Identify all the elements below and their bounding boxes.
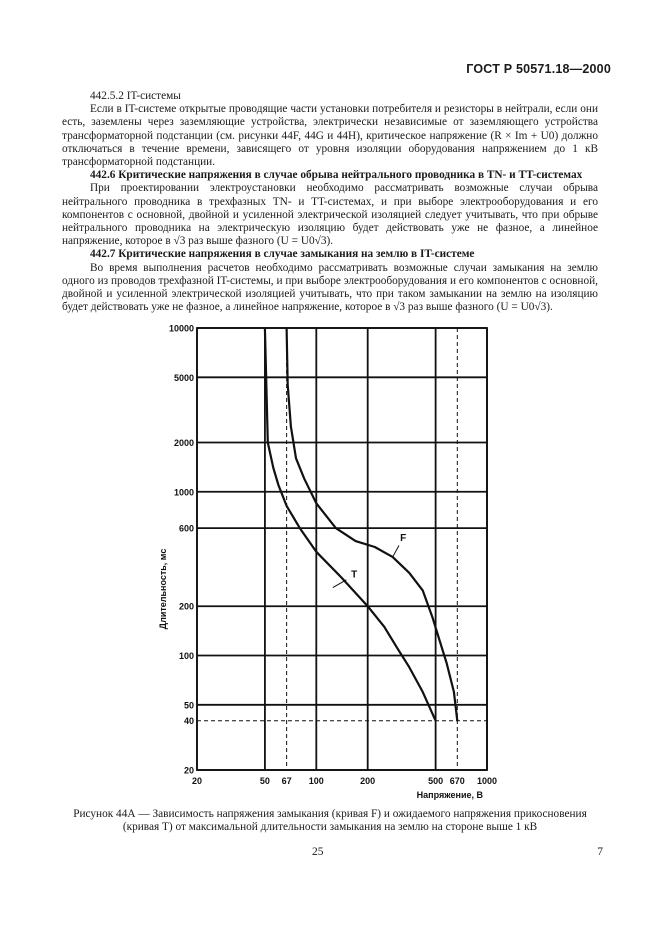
- x-tick-label: 100: [308, 776, 324, 786]
- sheet-number: 7: [597, 846, 603, 858]
- paragraph-ground-fault: Во время выполнения расчетов необходимо рассматривать возможные случаи замыкания на землю одного из проводов трехфазной IT-системы, и при выборе электрооборудования и его компонентов с основной, двойной и усиленной электрической изоляцией учитывать, что при таком замыкании на землю на изоляцию будет действовать уже не фазное, а линейное напряжение, которое в √3 раз выше фазного (U = U0√3).: [62, 261, 598, 314]
- y-tick-label: 600: [178, 523, 194, 534]
- document-header: ГОСТ Р 50571.18—2000: [466, 62, 611, 76]
- paragraph-neutral-break: При проектировании электроустановки необходимо рассматривать возможные случаи обрыва нейтрального проводника в трехфазных TN- и TT-системах, и при выборе электрооборудования и его компонентов с основной, двойной и усиленной электрической изоляцией следует учитывать, что при обрыве нейтрального проводника на электрическую изоляцию будет действовать уже не фазное, а линейное напряжение, которое в √3 раз выше фазного (U = U0√3).: [62, 182, 598, 248]
- series-label-leader-T: [333, 580, 347, 588]
- y-tick-label: 40: [183, 716, 194, 727]
- y-tick-label: 200: [178, 601, 194, 612]
- voltage-duration-chart: [150, 320, 510, 800]
- x-tick-label: 67: [281, 776, 292, 786]
- y-tick-label: 50: [183, 700, 194, 711]
- body-text: [62, 90, 598, 314]
- y-tick-label: 20: [183, 765, 194, 776]
- y-tick-label: 2000: [173, 437, 194, 448]
- x-tick-label: 1000: [476, 776, 498, 786]
- series-label-F: F: [400, 533, 407, 545]
- y-tick-label: 5000: [173, 372, 194, 383]
- series-label-T: T: [351, 569, 358, 581]
- x-axis-title: Напряжение, В: [416, 790, 483, 800]
- section-title-it-systems: 442.5.2 IT-системы: [90, 90, 181, 102]
- x-tick-label: 50: [259, 776, 270, 786]
- x-tick-label: 200: [360, 776, 376, 786]
- section-title-ground-fault: 442.7 Критические напряжения в случае замыкания на землю в IT-системе: [90, 248, 475, 261]
- x-tick-label: 500: [428, 776, 444, 786]
- series-line-T: [265, 328, 436, 721]
- page-number: 25: [312, 846, 324, 858]
- y-tick-label: 1000: [173, 487, 194, 498]
- y-axis-title: Длительность, мс: [158, 548, 168, 630]
- series-label-leader-F: [393, 545, 399, 556]
- x-tick-label: 670: [449, 776, 465, 786]
- paragraph-it-systems: Если в IT-системе открытые проводящие части установки потребителя и резисторы в нейтрали, если они есть, заземлены через заземляющие устройства, электрически независимые от заземляющего устройства трансформаторной подстанции (см. рисунки 44F, 44G и 44H), критическое напряжение (R × Im + U0) должно отключаться в течение времени, зависящего от уровня изоляции оборудования напряжением до 1 кВ трансформаторной подстанции.: [62, 103, 598, 169]
- plot-frame: [197, 328, 487, 770]
- x-tick-label: 20: [191, 776, 203, 786]
- y-tick-label: 100: [178, 651, 194, 662]
- y-tick-label: 10000: [168, 323, 194, 334]
- section-title-neutral-break: 442.6 Критические напряжения в случае обрыва нейтрального проводника в TN- и TT-системах: [90, 169, 583, 182]
- figure-caption: Рисунок 44А — Зависимость напряжения замыкания (кривая F) и ожидаемого напряжения прикосновения (кривая T) от максимальной длительности замыкания на землю на стороне выше 1 кВ: [73, 808, 587, 834]
- series-line-F: [287, 328, 458, 721]
